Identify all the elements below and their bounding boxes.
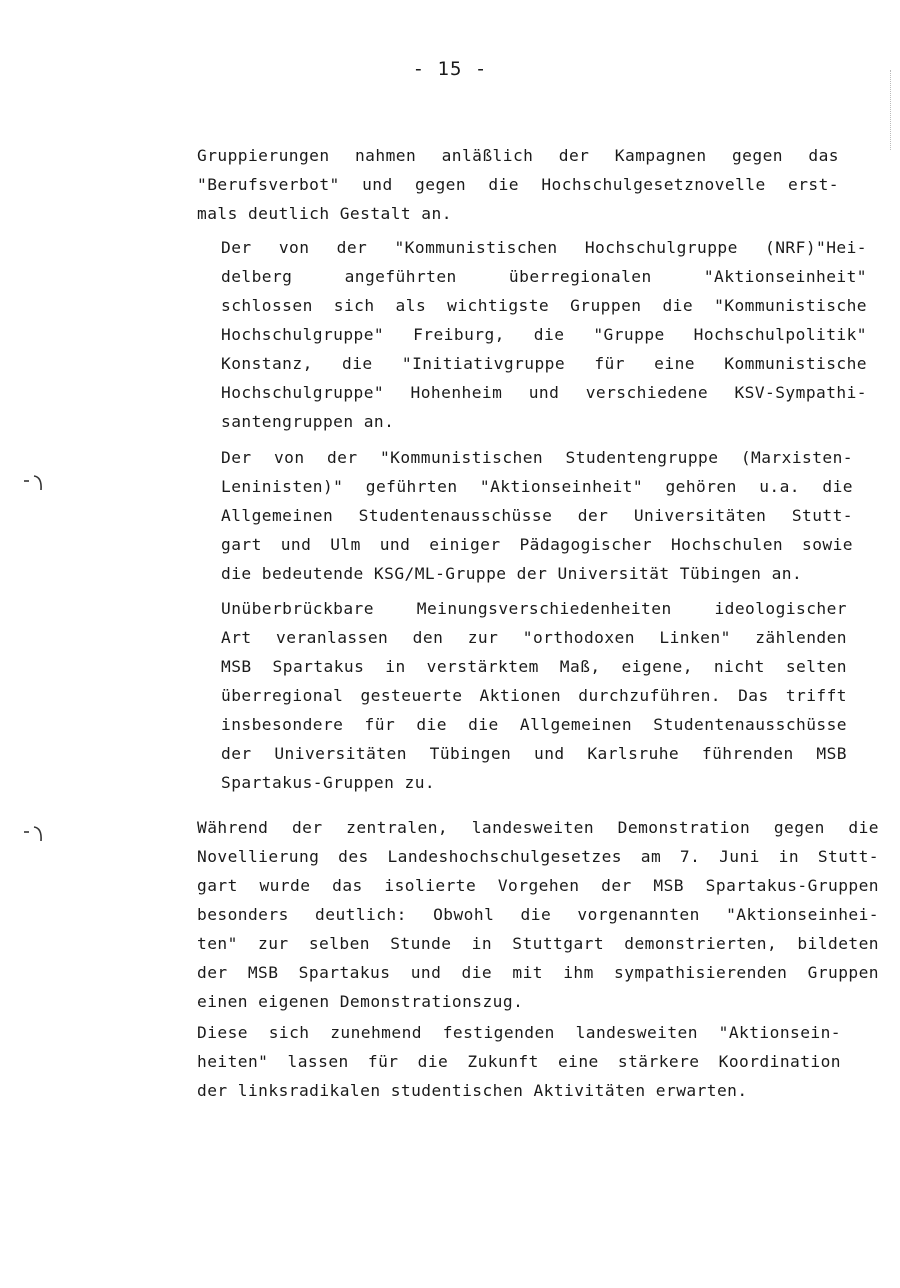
text-line: delberg angeführten überregionalen "Aktionseinheit" xyxy=(221,267,867,286)
text-line: Diese sich zunehmend festigenden landesweiten "Aktionsein- xyxy=(197,1023,841,1042)
punch-hole-mark-upper xyxy=(22,472,46,494)
text-line: der Universitäten Tübingen und Karlsruhe führenden MSB xyxy=(221,744,847,763)
text-line: Konstanz, die "Initiativgruppe für eine Kommunistische xyxy=(221,354,867,373)
text-line: Der von der "Kommunistischen Hochschulgruppe (NRF)"Hei- xyxy=(221,238,867,257)
text-line: einen eigenen Demonstrationszug. xyxy=(197,992,524,1011)
paragraph-4 xyxy=(221,594,847,797)
paragraph-3 xyxy=(221,443,853,588)
text-line: "Berufsverbot" und gegen die Hochschulgesetznovelle erst- xyxy=(197,175,839,194)
text-line: besonders deutlich: Obwohl die vorgenannten "Aktionseinhei- xyxy=(197,905,879,924)
text-line: insbesondere für die die Allgemeinen Studentenausschüsse xyxy=(221,715,847,734)
text-line: Allgemeinen Studentenausschüsse der Universitäten Stutt- xyxy=(221,506,853,525)
text-line: Art veranlassen den zur "orthodoxen Linken" zählenden xyxy=(221,628,847,647)
text-line: Novellierung des Landeshochschulgesetzes am 7. Juni in Stutt- xyxy=(197,847,879,866)
text-line: Während der zentralen, landesweiten Demonstration gegen die xyxy=(197,818,879,837)
text-line: MSB Spartakus in verstärktem Maß, eigene, nicht selten xyxy=(221,657,847,676)
text-line: gart und Ulm und einiger Pädagogischer Hochschulen sowie xyxy=(221,535,853,554)
text-line: Hochschulgruppe" Freiburg, die "Gruppe Hochschulpolitik" xyxy=(221,325,867,344)
text-line: heiten" lassen für die Zukunft eine stärkere Koordination xyxy=(197,1052,841,1071)
paragraph-5 xyxy=(197,813,879,1016)
text-line: der linksradikalen studentischen Aktivitäten erwarten. xyxy=(197,1081,748,1100)
text-line: Hochschulgruppe" Hohenheim und verschiedene KSV-Sympathi- xyxy=(221,383,867,402)
page-number: - 15 - xyxy=(412,58,488,80)
text-line: die bedeutende KSG/ML-Gruppe der Universität Tübingen an. xyxy=(221,564,803,583)
punch-hole-mark-lower xyxy=(22,823,46,845)
text-line: der MSB Spartakus und die mit ihm sympathisierenden Gruppen xyxy=(197,963,879,982)
text-line: Unüberbrückbare Meinungsverschiedenheiten ideologischer xyxy=(221,599,847,618)
text-line: überregional gesteuerte Aktionen durchzuführen. Das trifft xyxy=(221,686,847,705)
text-line: ten" zur selben Stunde in Stuttgart demonstrierten, bildeten xyxy=(197,934,879,953)
margin-dots xyxy=(890,70,893,150)
paragraph-1 xyxy=(197,141,839,228)
text-line: mals deutlich Gestalt an. xyxy=(197,204,452,223)
text-line: Der von der "Kommunistischen Studentengruppe (Marxisten- xyxy=(221,448,853,467)
paragraph-6 xyxy=(197,1018,841,1105)
text-line: schlossen sich als wichtigste Gruppen die "Kommunistische xyxy=(221,296,867,315)
text-line: Gruppierungen nahmen anläßlich der Kampagnen gegen das xyxy=(197,146,839,165)
paragraph-2 xyxy=(221,233,867,436)
text-line: Leninisten)" geführten "Aktionseinheit" gehören u.a. die xyxy=(221,477,853,496)
text-line: gart wurde das isolierte Vorgehen der MSB Spartakus-Gruppen xyxy=(197,876,879,895)
text-line: santengruppen an. xyxy=(221,412,395,431)
text-line: Spartakus-Gruppen zu. xyxy=(221,773,436,792)
